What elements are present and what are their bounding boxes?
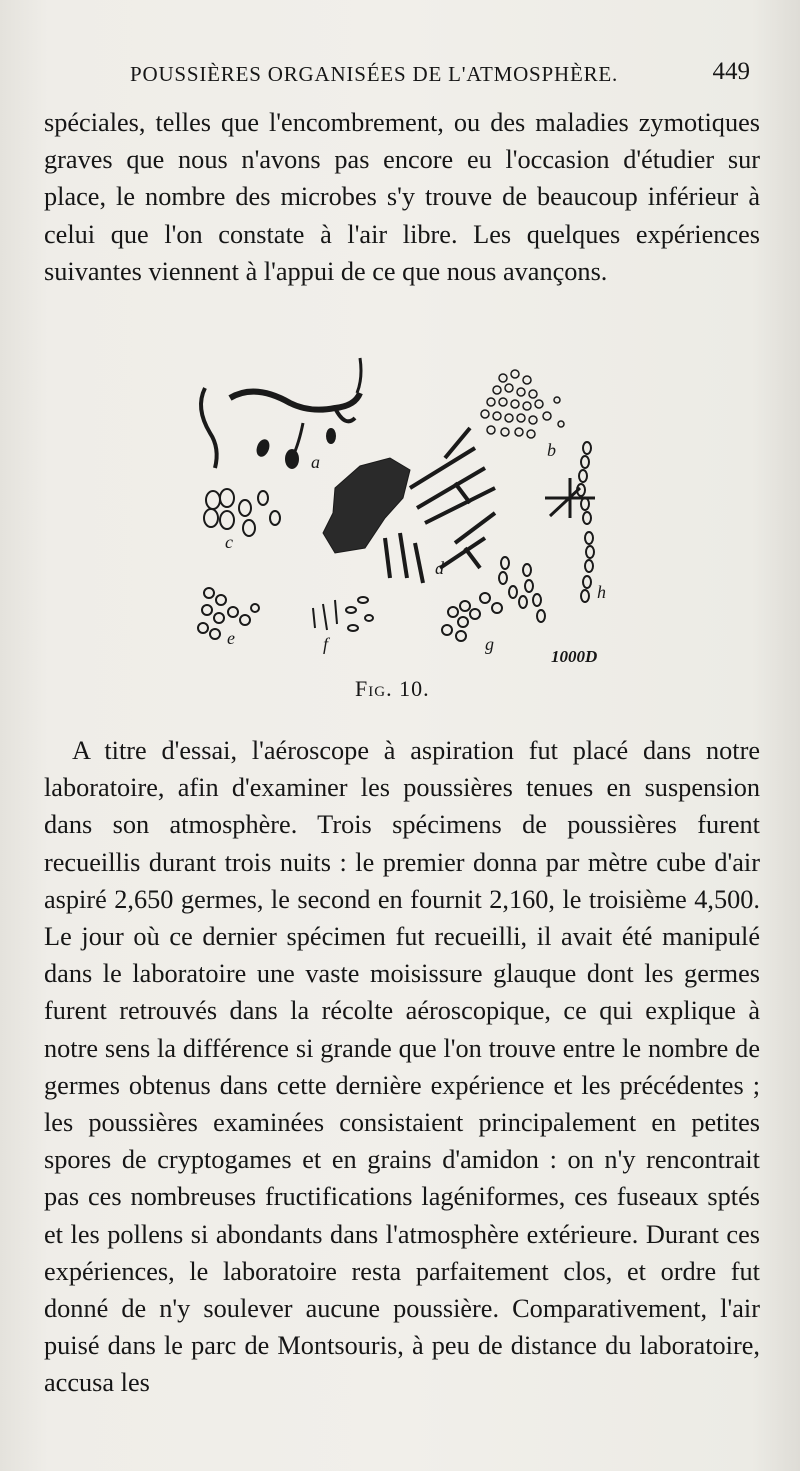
figure-caption: Fig. 10. (355, 676, 430, 701)
microscope-illustration (185, 338, 615, 678)
fig-label-d: d (435, 558, 444, 578)
fig-label-a: a (311, 452, 320, 472)
fig-label-c: c (225, 532, 233, 552)
paragraph-1: spéciales, telles que l'encombrement, ou des maladies zymotiques graves que nous n'avons pas encore eu l'occasion d'étudier sur place, le nombre des microbes s'y trouve de beaucoup inférieur à celui que l'on constate à l'air libre. Les quelques expériences suivantes viennent à l'appui de ce que nous avançons. (44, 108, 760, 286)
paragraph-2: A titre d'essai, l'aéroscope à aspiration fut placé dans notre laboratoire, afin d'examiner les poussières tenues en suspension dans son atmosphère. Trois spécimens de poussières furent recueillis durant trois nuits : le premier donna par mètre cube d'air aspiré 2,650 germes, le second en fournit 2,160, le troisième 4,500. Le jour où ce dernier spécimen fut recueilli, il avait été manipulé dans le laboratoire une vaste moisissure glauque dont les germes furent retrouvés dans la récolte aéroscopique, ce qui explique à notre sens la différence si grande que l'on trouve entre le nombre de germes obtenus dans cette dernière expérience et les précédentes ; les poussières examinées consistaient principalement en petites spores de cryptogames et en grains d'amidon : on n'y rencontrait pas ces nombreuses fructifications lagéniformes, ces fuseaux sptés et les pollens si abondants dans l'atmosphère extérieure. Durant ces expériences, le laboratoire resta parfaitement clos, et ordre fut donné de n'y soulever aucune poussière. Comparativement, l'air puisé dans le parc de Montsouris, à peu de distance du laboratoire, accusa les (44, 736, 760, 1398)
fig-label-b: b (547, 440, 556, 460)
magnification-label: 1000D (551, 647, 598, 666)
fig-label-g: g (485, 634, 494, 654)
fig-label-e: e (227, 628, 235, 648)
fig-label-f: f (323, 634, 329, 654)
page-header (44, 56, 756, 96)
running-title: POUSSIÈRES ORGANISÉES DE L'ATMOSPHÈRE. (130, 62, 619, 86)
fig-label-h: h (597, 582, 606, 602)
page-number: 449 (712, 58, 750, 85)
